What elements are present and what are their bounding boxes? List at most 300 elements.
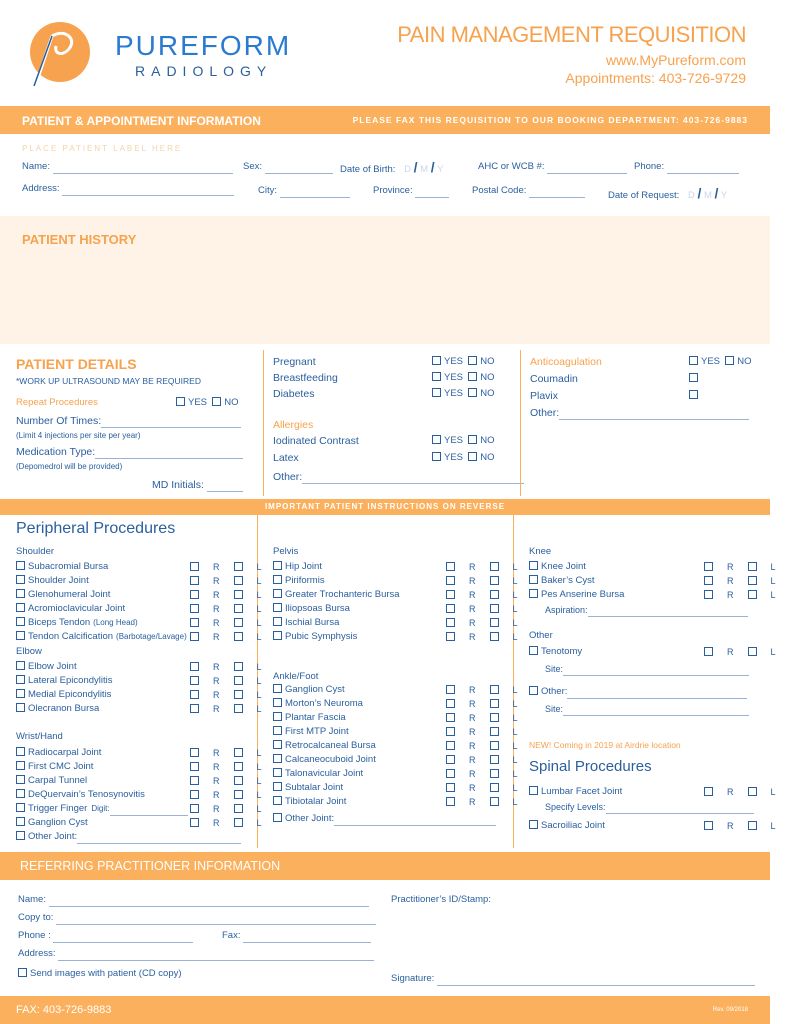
greater-trochanteric-bursa-side	[446, 590, 532, 600]
shoulder-joint-row	[16, 574, 89, 588]
other-proc-field[interactable]	[567, 698, 747, 699]
acromioclavicular-joint-side	[190, 604, 276, 614]
plavix-label: Plavix	[530, 390, 559, 402]
acromioclavicular-joint-r-checkbox[interactable]	[190, 604, 199, 613]
ischial-bursa-side	[446, 618, 532, 628]
glenohumeral-joint-l-checkbox[interactable]	[234, 590, 243, 599]
province-field[interactable]	[415, 197, 449, 198]
medial-epicondylitis-l-checkbox[interactable]	[234, 690, 243, 699]
coumadin-label: Coumadin	[530, 373, 578, 385]
piriformis-side	[446, 576, 532, 586]
depo-note: (Depomedrol will be provided)	[16, 462, 123, 471]
pes-anserine-bursa-r-checkbox[interactable]	[704, 590, 713, 599]
fax-note: PLEASE FAX THIS REQUISITION TO OUR BOOKING DEPARTMENT: 403-726-9883	[352, 115, 748, 125]
baker-s-cyst-r-checkbox[interactable]	[704, 576, 713, 585]
tendon-calcification-checkbox[interactable]	[16, 631, 25, 640]
pregnant-yes-checkbox[interactable]	[432, 356, 441, 365]
name-label: Name:	[22, 161, 50, 172]
calcaneocuboid-joint-l-text: L	[512, 755, 518, 765]
subacromial-bursa-checkbox[interactable]	[16, 561, 25, 570]
acromioclavicular-joint-label: Acromioclavicular Joint	[28, 603, 126, 614]
send-images-checkbox[interactable]	[18, 968, 27, 977]
levels-label: Specify Levels:	[545, 802, 606, 812]
dequervain-s-tenosynovitis-r-text: R	[213, 790, 220, 800]
glenohumeral-joint-side	[190, 590, 276, 600]
shoulder-joint-checkbox[interactable]	[16, 575, 25, 584]
copy-field[interactable]	[56, 924, 376, 925]
lateral-epicondylitis-l-text: L	[256, 676, 262, 686]
phone-field[interactable]	[667, 173, 739, 174]
retrocalcaneal-bursa-label: Retrocalcaneal Bursa	[285, 740, 376, 751]
address-field[interactable]	[62, 195, 234, 196]
ganglion-cyst-l-text: L	[256, 818, 262, 828]
request-date-field[interactable]: D / M / Y	[687, 185, 728, 201]
greater-trochanteric-bursa-r-text: R	[469, 590, 476, 600]
first-mtp-joint-l-checkbox[interactable]	[490, 727, 499, 736]
tendon-calcification-r-text: R	[213, 632, 220, 642]
tenotomy-site-field[interactable]	[563, 675, 749, 676]
ganglion-cyst-r-checkbox[interactable]	[190, 818, 199, 827]
olecranon-bursa-side	[190, 704, 276, 714]
tendon-calcification-label: Tendon Calcification	[28, 631, 114, 642]
city-field[interactable]	[280, 197, 350, 198]
plantar-fascia-checkbox[interactable]	[273, 712, 282, 721]
breastfeeding-no-checkbox[interactable]	[468, 372, 477, 381]
acromioclavicular-joint-l-text: L	[256, 604, 262, 614]
diabetes-no-checkbox[interactable]	[468, 388, 477, 397]
subacromial-bursa-row	[16, 560, 108, 574]
first-cmc-joint-r-text: R	[213, 762, 220, 772]
carpal-tunnel-l-checkbox[interactable]	[234, 776, 243, 785]
tenotomy-checkbox[interactable]	[529, 646, 538, 655]
ankle-heading: Ankle/Foot	[273, 671, 319, 682]
tibiotalar-joint-r-checkbox[interactable]	[446, 797, 455, 806]
hip-joint-label: Hip Joint	[285, 561, 322, 572]
signature-label: Signature:	[391, 973, 435, 984]
shoulder-joint-l-text: L	[256, 576, 262, 586]
carpal-tunnel-label: Carpal Tunnel	[28, 775, 88, 786]
trigger-finger-l-checkbox[interactable]	[234, 804, 243, 813]
page-title: PAIN MANAGEMENT REQUISITION	[397, 22, 746, 47]
sacroiliac-l-checkbox[interactable]	[748, 821, 757, 830]
knee-joint-l-checkbox[interactable]	[748, 562, 757, 571]
olecranon-bursa-label: Olecranon Bursa	[28, 703, 100, 714]
piriformis-l-text: L	[512, 576, 518, 586]
md-field[interactable]	[207, 491, 243, 492]
medial-epicondylitis-side	[190, 690, 276, 700]
morton-s-neuroma-l-text: L	[512, 699, 518, 709]
ref-name-field[interactable]	[49, 906, 369, 907]
shoulder-joint-r-checkbox[interactable]	[190, 576, 199, 585]
first-mtp-joint-r-checkbox[interactable]	[446, 727, 455, 736]
piriformis-l-checkbox[interactable]	[490, 576, 499, 585]
first-cmc-joint-label: First CMC Joint	[28, 761, 94, 772]
iliopsoas-bursa-label: Iliopsoas Bursa	[285, 603, 350, 614]
latex-no-checkbox[interactable]	[468, 452, 477, 461]
signature-field[interactable]	[437, 985, 755, 986]
elbow-joint-checkbox[interactable]	[16, 661, 25, 670]
piriformis-checkbox[interactable]	[273, 575, 282, 584]
glenohumeral-joint-checkbox[interactable]	[16, 589, 25, 598]
referring-band	[0, 852, 770, 880]
subtalar-joint-l-text: L	[512, 783, 518, 793]
subtalar-joint-checkbox[interactable]	[273, 782, 282, 791]
tenotomy-l-checkbox[interactable]	[748, 647, 757, 656]
glenohumeral-joint-r-checkbox[interactable]	[190, 590, 199, 599]
pes-anserine-bursa-side	[704, 590, 790, 600]
olecranon-bursa-row	[16, 702, 99, 716]
diabetes-yes-checkbox[interactable]	[432, 388, 441, 397]
acromioclavicular-joint-checkbox[interactable]	[16, 603, 25, 612]
elbow-joint-label: Elbow Joint	[28, 661, 77, 672]
medial-epicondylitis-checkbox[interactable]	[16, 689, 25, 698]
pes-anserine-bursa-checkbox[interactable]	[529, 589, 538, 598]
morton-s-neuroma-checkbox[interactable]	[273, 698, 282, 707]
spinal-title: Spinal Procedures	[529, 758, 652, 775]
ganglion-cyst-l-checkbox[interactable]	[234, 818, 243, 827]
pregnant-no-checkbox[interactable]	[468, 356, 477, 365]
tenotomy-r-checkbox[interactable]	[704, 647, 713, 656]
referring-title: REFERRING PRACTITIONER INFORMATION	[20, 859, 281, 873]
talonavicular-joint-label: Talonavicular Joint	[285, 768, 364, 779]
ganglion-cyst-r-checkbox[interactable]	[446, 685, 455, 694]
carpal-tunnel-checkbox[interactable]	[16, 775, 25, 784]
anticoag-no-checkbox[interactable]	[725, 356, 734, 365]
ref-name-label: Name:	[18, 894, 46, 905]
allergy-other-field[interactable]	[302, 483, 524, 484]
other-joint-2-field[interactable]	[334, 825, 496, 826]
lumbar-r-checkbox[interactable]	[704, 787, 713, 796]
hip-joint-side	[446, 562, 532, 572]
knee-joint-row	[529, 560, 586, 574]
radiocarpal-joint-checkbox[interactable]	[16, 747, 25, 756]
first-mtp-joint-r-text: R	[469, 727, 476, 737]
biceps-tendon-l-checkbox[interactable]	[234, 618, 243, 627]
talonavicular-joint-l-text: L	[512, 769, 518, 779]
elbow-joint-r-checkbox[interactable]	[190, 662, 199, 671]
acromioclavicular-joint-r-text: R	[213, 604, 220, 614]
retrocalcaneal-bursa-checkbox[interactable]	[273, 740, 282, 749]
wrist-heading: Wrist/Hand	[16, 731, 63, 742]
pes-anserine-bursa-l-checkbox[interactable]	[748, 590, 757, 599]
digit-label: Digit:	[91, 804, 110, 813]
plantar-fascia-side	[446, 713, 532, 723]
retrocalcaneal-bursa-l-checkbox[interactable]	[490, 741, 499, 750]
lateral-epicondylitis-r-text: R	[213, 676, 220, 686]
baker-s-cyst-l-text: L	[770, 576, 776, 586]
md-label: MD Initials:	[152, 479, 204, 491]
sacroiliac-r-checkbox[interactable]	[704, 821, 713, 830]
plantar-fascia-l-checkbox[interactable]	[490, 713, 499, 722]
talonavicular-joint-checkbox[interactable]	[273, 768, 282, 777]
ref-fax-label: Fax:	[222, 930, 241, 941]
other-proc-label: Other:	[541, 686, 568, 697]
ref-phone-field[interactable]	[53, 942, 193, 943]
lateral-epicondylitis-checkbox[interactable]	[16, 675, 25, 684]
radiocarpal-joint-l-text: L	[256, 748, 262, 758]
olecranon-bursa-l-checkbox[interactable]	[234, 704, 243, 713]
subtalar-joint-l-checkbox[interactable]	[490, 783, 499, 792]
sex-field[interactable]	[265, 173, 333, 174]
lumbar-l-checkbox[interactable]	[748, 787, 757, 796]
breastfeeding-yes-checkbox[interactable]	[432, 372, 441, 381]
subtalar-joint-r-text: R	[469, 783, 476, 793]
label-here: PLACE PATIENT LABEL HERE	[22, 144, 183, 153]
glenohumeral-joint-row	[16, 588, 110, 602]
first-cmc-joint-checkbox[interactable]	[16, 761, 25, 770]
retrocalcaneal-bursa-r-checkbox[interactable]	[446, 741, 455, 750]
lateral-epicondylitis-r-checkbox[interactable]	[190, 676, 199, 685]
repeat-yes-checkbox[interactable]	[176, 397, 185, 406]
calcaneocuboid-joint-checkbox[interactable]	[273, 754, 282, 763]
pubic-symphysis-label: Pubic Symphysis	[285, 631, 358, 642]
subtalar-joint-side	[446, 783, 532, 793]
ref-address-field[interactable]	[58, 960, 374, 961]
morton-s-neuroma-side	[446, 699, 532, 709]
morton-s-neuroma-label: Morton’s Neuroma	[285, 698, 363, 709]
workup-note: *WORK UP ULTRASOUND MAY BE REQUIRED	[16, 376, 201, 386]
trigger-finger-row	[16, 802, 188, 816]
olecranon-bursa-checkbox[interactable]	[16, 703, 25, 712]
ganglion-cyst-checkbox[interactable]	[16, 817, 25, 826]
other-joint-field[interactable]	[77, 843, 241, 844]
subacromial-bursa-r-text: R	[213, 562, 220, 572]
radiocarpal-joint-r-checkbox[interactable]	[190, 748, 199, 757]
medial-epicondylitis-row	[16, 688, 111, 702]
digit-field[interactable]	[110, 815, 188, 816]
address-label: Address:	[22, 183, 60, 194]
history-title: PATIENT HISTORY	[22, 232, 137, 247]
piriformis-r-checkbox[interactable]	[446, 576, 455, 585]
olecranon-bursa-r-text: R	[213, 704, 220, 714]
pubic-symphysis-r-checkbox[interactable]	[446, 632, 455, 641]
subacromial-bursa-l-checkbox[interactable]	[234, 562, 243, 571]
med-field[interactable]	[95, 458, 243, 459]
carpal-tunnel-r-checkbox[interactable]	[190, 776, 199, 785]
calcaneocuboid-joint-row	[273, 753, 376, 767]
talonavicular-joint-r-checkbox[interactable]	[446, 769, 455, 778]
peripheral-title: Peripheral Procedures	[16, 520, 176, 537]
other-joint-label: Other Joint:	[28, 831, 78, 842]
lateral-epicondylitis-l-checkbox[interactable]	[234, 676, 243, 685]
talonavicular-joint-l-checkbox[interactable]	[490, 769, 499, 778]
pubic-symphysis-l-checkbox[interactable]	[490, 632, 499, 641]
subacromial-bursa-r-checkbox[interactable]	[190, 562, 199, 571]
radiocarpal-joint-side	[190, 748, 276, 758]
plantar-fascia-l-text: L	[512, 713, 518, 723]
greater-trochanteric-bursa-checkbox[interactable]	[273, 589, 282, 598]
baker-s-cyst-checkbox[interactable]	[529, 575, 538, 584]
knee-joint-l-text: L	[770, 562, 776, 572]
knee-joint-label: Knee Joint	[541, 561, 586, 572]
morton-s-neuroma-l-checkbox[interactable]	[490, 699, 499, 708]
ischial-bursa-r-checkbox[interactable]	[446, 618, 455, 627]
brand-name: PUREFORM	[115, 30, 292, 61]
send-images-label: Send images with patient (CD copy)	[30, 968, 182, 979]
hip-joint-checkbox[interactable]	[273, 561, 282, 570]
biceps-tendon-r-checkbox[interactable]	[190, 618, 199, 627]
subtalar-joint-row	[273, 781, 343, 795]
shoulder-joint-label: Shoulder Joint	[28, 575, 89, 586]
plantar-fascia-r-checkbox[interactable]	[446, 713, 455, 722]
other-joint-checkbox[interactable]	[16, 831, 25, 840]
coumadin-checkbox[interactable]	[689, 373, 698, 382]
tibiotalar-joint-row	[273, 795, 346, 809]
tendon-calcification-side	[190, 632, 276, 642]
greater-trochanteric-bursa-r-checkbox[interactable]	[446, 590, 455, 599]
patient-info-area	[0, 134, 770, 212]
biceps-tendon-note: (Long Head)	[93, 618, 138, 627]
dequervain-s-tenosynovitis-checkbox[interactable]	[16, 789, 25, 798]
first-mtp-joint-row	[273, 725, 349, 739]
ganglion-cyst-r-text: R	[213, 818, 220, 828]
pregnant-label: Pregnant	[273, 356, 316, 368]
phone-label: Phone:	[634, 161, 665, 172]
trigger-finger-r-checkbox[interactable]	[190, 804, 199, 813]
iodinated-label: Iodinated Contrast	[273, 435, 359, 447]
limit-note: (Limit 4 injections per site per year)	[16, 431, 141, 440]
patient-history-box[interactable]	[0, 216, 770, 344]
anticoag-other-field[interactable]	[559, 419, 749, 420]
sacroiliac-checkbox[interactable]	[529, 820, 538, 829]
hip-joint-r-checkbox[interactable]	[446, 562, 455, 571]
radiocarpal-joint-label: Radiocarpal Joint	[28, 747, 102, 758]
talonavicular-joint-row	[273, 767, 363, 781]
olecranon-bursa-r-checkbox[interactable]	[190, 704, 199, 713]
shoulder-joint-l-checkbox[interactable]	[234, 576, 243, 585]
knee-joint-r-checkbox[interactable]	[704, 562, 713, 571]
tibiotalar-joint-l-checkbox[interactable]	[490, 797, 499, 806]
plavix-checkbox[interactable]	[689, 390, 698, 399]
calcaneocuboid-joint-l-checkbox[interactable]	[490, 755, 499, 764]
ischial-bursa-r-text: R	[469, 618, 476, 628]
morton-s-neuroma-r-checkbox[interactable]	[446, 699, 455, 708]
postal-label: Postal Code:	[472, 185, 527, 196]
tendon-calcification-r-checkbox[interactable]	[190, 632, 199, 641]
subtalar-joint-r-checkbox[interactable]	[446, 783, 455, 792]
iliopsoas-bursa-l-checkbox[interactable]	[490, 604, 499, 613]
pubic-symphysis-r-text: R	[469, 632, 476, 642]
radiocarpal-joint-row	[16, 746, 101, 760]
radiocarpal-joint-l-checkbox[interactable]	[234, 748, 243, 757]
pubic-symphysis-checkbox[interactable]	[273, 631, 282, 640]
medial-epicondylitis-r-checkbox[interactable]	[190, 690, 199, 699]
retrocalcaneal-bursa-row	[273, 739, 376, 753]
first-mtp-joint-checkbox[interactable]	[273, 726, 282, 735]
ischial-bursa-l-checkbox[interactable]	[490, 618, 499, 627]
ganglion-cyst-checkbox[interactable]	[273, 684, 282, 693]
carpal-tunnel-l-text: L	[256, 776, 262, 786]
subacromial-bursa-l-text: L	[256, 562, 262, 572]
medial-epicondylitis-l-text: L	[256, 690, 262, 700]
dequervain-s-tenosynovitis-l-checkbox[interactable]	[234, 790, 243, 799]
tibiotalar-joint-checkbox[interactable]	[273, 796, 282, 805]
ref-fax-field[interactable]	[243, 942, 371, 943]
hip-joint-l-checkbox[interactable]	[490, 562, 499, 571]
ganglion-cyst-row	[273, 683, 345, 697]
iliopsoas-bursa-r-text: R	[469, 604, 476, 614]
first-cmc-joint-l-checkbox[interactable]	[234, 762, 243, 771]
first-mtp-joint-label: First MTP Joint	[285, 726, 349, 737]
subacromial-bursa-label: Subacromial Bursa	[28, 561, 109, 572]
greater-trochanteric-bursa-l-checkbox[interactable]	[490, 590, 499, 599]
first-cmc-joint-r-checkbox[interactable]	[190, 762, 199, 771]
aspiration-field[interactable]	[588, 616, 748, 617]
diabetes-label: Diabetes	[273, 388, 315, 400]
logo-mark	[22, 18, 94, 90]
morton-s-neuroma-row	[273, 697, 363, 711]
greater-trochanteric-bursa-l-text: L	[512, 590, 518, 600]
biceps-tendon-l-text: L	[256, 618, 262, 628]
acromioclavicular-joint-row	[16, 602, 125, 616]
iodinated-no-checkbox[interactable]	[468, 435, 477, 444]
ahc-field[interactable]	[547, 173, 627, 174]
elbow-joint-l-checkbox[interactable]	[234, 662, 243, 671]
baker-s-cyst-r-text: R	[727, 576, 734, 586]
levels-field[interactable]	[606, 813, 754, 814]
acromioclavicular-joint-l-checkbox[interactable]	[234, 604, 243, 613]
pubic-symphysis-side	[446, 632, 532, 642]
radiocarpal-joint-r-text: R	[213, 748, 220, 758]
tibiotalar-joint-label: Tibiotalar Joint	[285, 796, 347, 807]
lateral-epicondylitis-label: Lateral Epicondylitis	[28, 675, 113, 686]
piriformis-label: Piriformis	[285, 575, 325, 586]
biceps-tendon-checkbox[interactable]	[16, 617, 25, 626]
times-field[interactable]	[101, 427, 241, 428]
sex-label: Sex:	[243, 161, 263, 172]
details-title: PATIENT DETAILS	[16, 356, 137, 372]
ischial-bursa-checkbox[interactable]	[273, 617, 282, 626]
dob-field[interactable]: D / M / Y	[404, 159, 444, 175]
calcaneocuboid-joint-r-checkbox[interactable]	[446, 755, 455, 764]
knee-joint-r-text: R	[727, 562, 734, 572]
baker-s-cyst-l-checkbox[interactable]	[748, 576, 757, 585]
tenotomy-label: Tenotomy	[541, 646, 583, 657]
first-mtp-joint-l-text: L	[512, 727, 518, 737]
repeat-no-checkbox[interactable]	[212, 397, 221, 406]
anticoag-yes-checkbox[interactable]	[689, 356, 698, 365]
name-field[interactable]	[53, 173, 233, 174]
postal-field[interactable]	[529, 197, 585, 198]
trigger-finger-checkbox[interactable]	[16, 803, 25, 812]
other-site-field[interactable]	[563, 715, 749, 716]
dequervain-s-tenosynovitis-r-checkbox[interactable]	[190, 790, 199, 799]
pes-anserine-bursa-label: Pes Anserine Bursa	[541, 589, 625, 600]
iliopsoas-bursa-side	[446, 604, 532, 614]
ganglion-cyst-l-checkbox[interactable]	[490, 685, 499, 694]
website[interactable]: www.MyPureform.com	[605, 52, 746, 68]
knee-joint-side	[704, 562, 790, 572]
iliopsoas-bursa-checkbox[interactable]	[273, 603, 282, 612]
pelvis-heading: Pelvis	[273, 546, 299, 557]
repeat-label: Repeat Procedures	[16, 397, 98, 408]
tibiotalar-joint-l-text: L	[512, 797, 518, 807]
iliopsoas-bursa-r-checkbox[interactable]	[446, 604, 455, 613]
tendon-calcification-l-checkbox[interactable]	[234, 632, 243, 641]
glenohumeral-joint-l-text: L	[256, 590, 262, 600]
carpal-tunnel-r-text: R	[213, 776, 220, 786]
knee-joint-checkbox[interactable]	[529, 561, 538, 570]
latex-yes-checkbox[interactable]	[432, 452, 441, 461]
patient-info-band	[0, 106, 770, 134]
calcaneocuboid-joint-r-text: R	[469, 755, 476, 765]
footer-fax: FAX: 403-726-9883	[16, 1004, 112, 1016]
talonavicular-joint-side	[446, 769, 532, 779]
ganglion-cyst-side	[190, 818, 276, 828]
hip-joint-row	[273, 560, 322, 574]
iodinated-yes-checkbox[interactable]	[432, 435, 441, 444]
iliopsoas-bursa-row	[273, 602, 350, 616]
